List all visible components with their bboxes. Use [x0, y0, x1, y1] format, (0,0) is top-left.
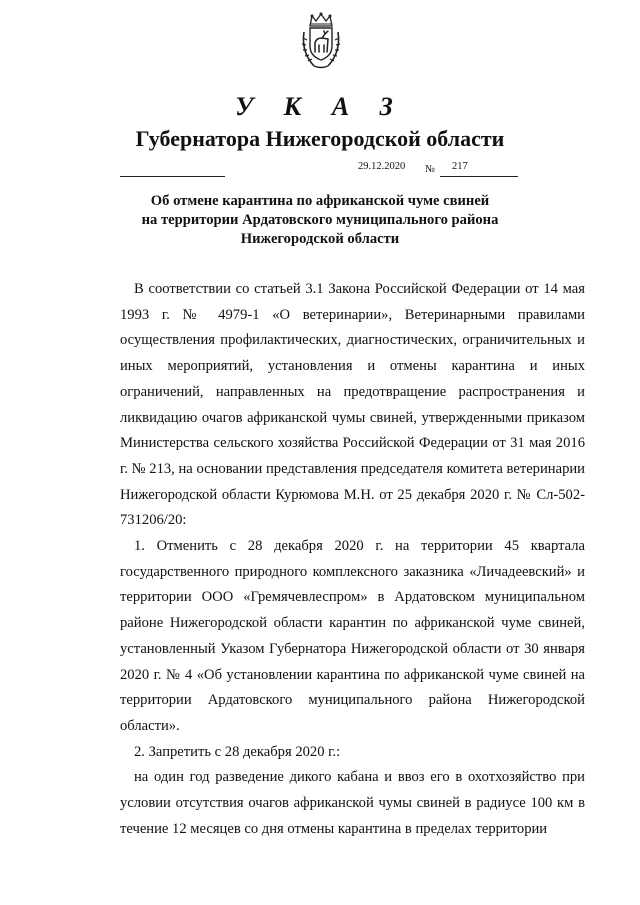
item-1-paragraph: 1. Отменить с 28 декабря 2020 г. на территории 45 квартала государственного природного комплексного заказника «Личадеевский» и территории ООО «Гремячевлеспром» в Ардатовском муниципальном районе Нижегородской области карантин по африканской чуме свиней, установленный Указом Губернатора Нижегородской области от 30 января 2020 г. № 4 «Об установлении карантина по африканской чуме свиней на территории Ардатовского муниципального района Нижегородской области». [120, 538, 585, 734]
heading-line: Нижегородской области [240, 231, 400, 247]
item-2-text-paragraph: на один год разведение дикого кабана и ввоз его в охотхозяйство при условии отсутствия очагов африканской чумы свиней в радиусе 100 км в течение 12 месяцев со дня отмены карантина в пределах территории [120, 769, 585, 837]
heading-line: на территории Ардатовского муниципального района [141, 212, 499, 228]
decree-title: У К А З [235, 92, 405, 121]
decree-date: 29.12.2020 [358, 161, 406, 172]
heading-line: Об отмене карантина по африканской чуме свиней [150, 193, 490, 209]
preamble-paragraph: В соответствии со статьей 3.1 Закона Российской Федерации от 14 мая 1993 г. № 4979-1 «О ветеринарии», Ветеринарными правилами осуществления профилактических, диагностических, ограничительных и иных мероприятий, установления и отмены карантина и иных ограничений, направленных на предотвращение распространения и ликвидацию очагов африканской чумы свиней, утвержденными приказом Министерства сельского хозяйства Российской Федерации от 31 мая 2016 г. № 213, на основании представления председателя комитета ветеринарии Нижегородской области Курюмова М.Н. от 25 декабря 2020 г. № Сл-502-731206/20: [120, 281, 585, 529]
decree-body [120, 277, 585, 842]
coat-of-arms-icon [300, 12, 342, 70]
issuing-authority: Губернатора Нижегородской области [135, 126, 505, 151]
decree-heading [120, 192, 520, 249]
decree-number: 217 [452, 161, 468, 172]
blank-line-left [120, 176, 225, 177]
number-underline [440, 176, 518, 177]
number-label: № [425, 164, 436, 175]
item-2-paragraph: 2. Запретить с 28 декабря 2020 г.: [134, 743, 341, 760]
